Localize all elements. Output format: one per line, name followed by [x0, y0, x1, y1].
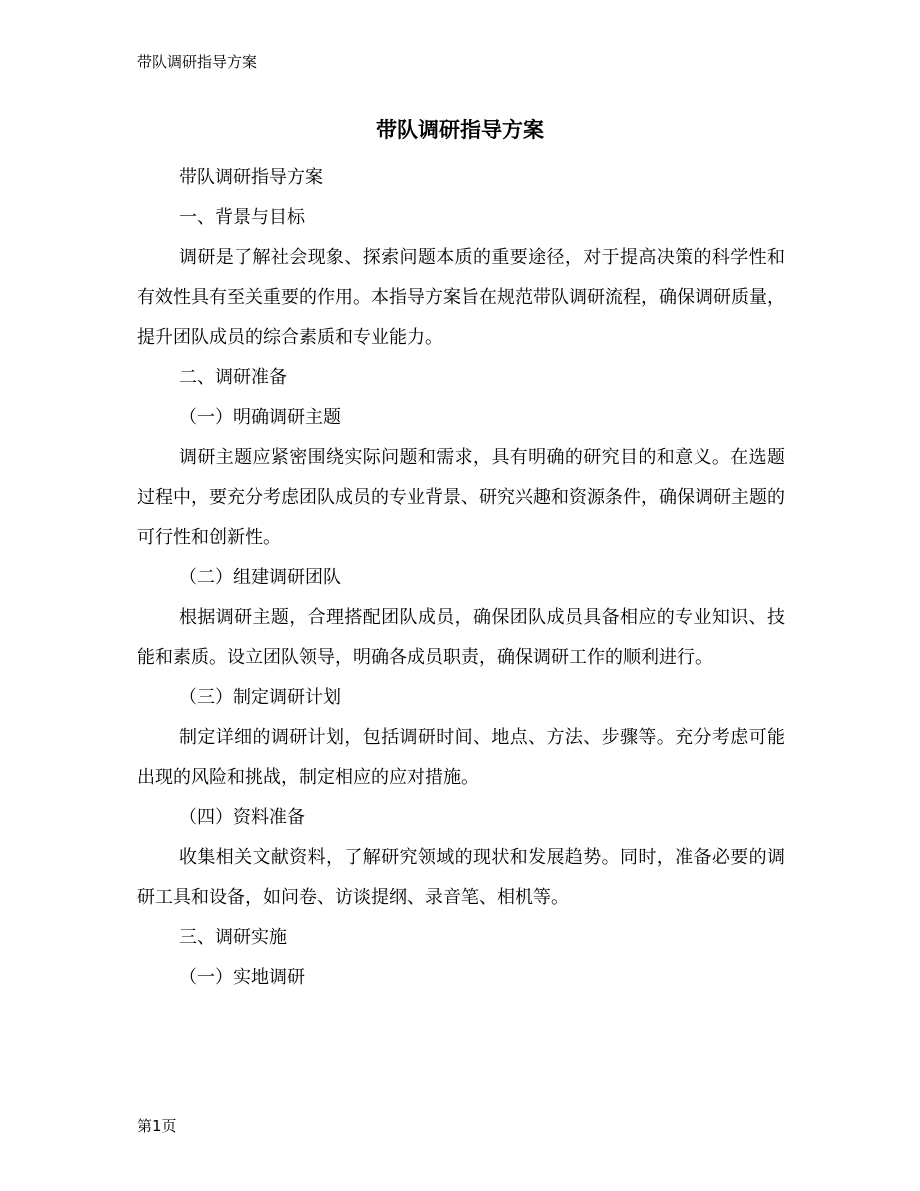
subsection-heading-plan: （三）制定调研计划 [179, 687, 341, 708]
running-header: 带队调研指导方案 [137, 53, 258, 71]
section-heading-background: 一、背景与目标 [179, 207, 305, 228]
subsection-heading-team: （二）组建调研团队 [179, 567, 341, 588]
subsection-heading-topic: （一）明确调研主题 [179, 407, 341, 428]
section-heading-implementation: 三、调研实施 [179, 927, 287, 948]
page-number: 第1页 [137, 1117, 177, 1135]
paragraph-team: 根据调研主题，合理搭配团队成员，确保团队成员具备相应的专业知识、技能和素质。设立团队领导，明确各成员职责，确保调研工作的顺利进行。 [137, 607, 785, 668]
paragraph-topic: 调研主题应紧密围绕实际问题和需求，具有明确的研究目的和意义。在选题过程中，要充分考虑团队成员的专业背景、研究兴趣和资源条件，确保调研主题的可行性和创新性。 [137, 447, 785, 548]
document-body [137, 158, 785, 998]
subsection-heading-fieldwork: （一）实地调研 [179, 967, 305, 988]
document-title: 带队调研指导方案 [376, 118, 544, 142]
doc-subtitle: 带队调研指导方案 [179, 167, 323, 188]
section-heading-preparation: 二、调研准备 [179, 367, 287, 388]
subsection-heading-materials: （四）资料准备 [179, 807, 305, 828]
paragraph-plan: 制定详细的调研计划，包括调研时间、地点、方法、步骤等。充分考虑可能出现的风险和挑战，制定相应的应对措施。 [137, 727, 785, 788]
paragraph-background: 调研是了解社会现象、探索问题本质的重要途径，对于提高决策的科学性和有效性具有至关重要的作用。本指导方案旨在规范带队调研流程，确保调研质量，提升团队成员的综合素质和专业能力。 [137, 247, 785, 348]
paragraph-materials: 收集相关文献资料，了解研究领域的现状和发展趋势。同时，准备必要的调研工具和设备，如问卷、访谈提纲、录音笔、相机等。 [137, 847, 785, 908]
